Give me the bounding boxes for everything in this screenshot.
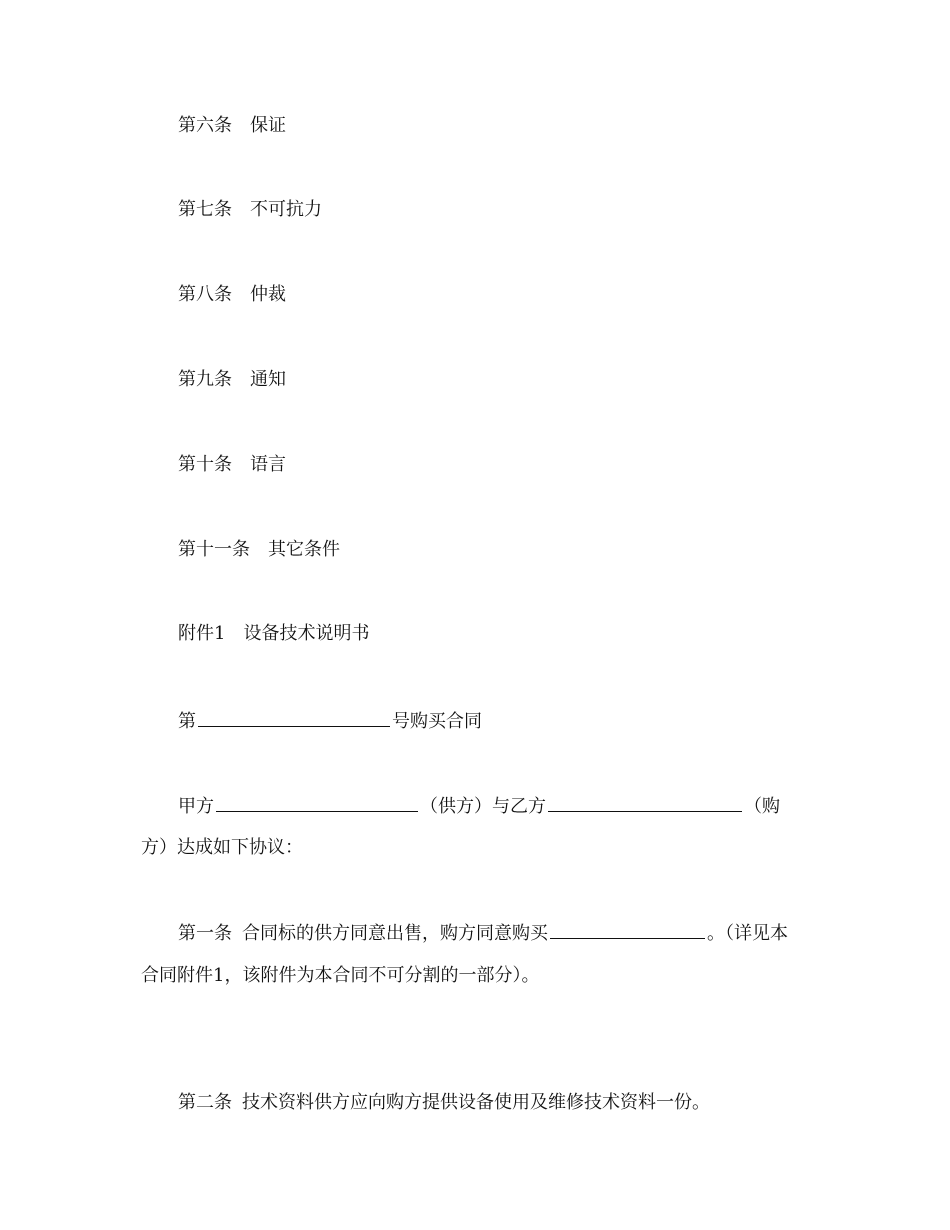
article-number: 第十一条 bbox=[178, 539, 250, 560]
clause-text: 。（详见本 bbox=[707, 923, 788, 944]
article-10 bbox=[178, 453, 286, 477]
parties-line-1 bbox=[178, 792, 780, 819]
article-7 bbox=[178, 198, 322, 222]
article-title: 语言 bbox=[250, 454, 286, 475]
article-11 bbox=[178, 538, 340, 562]
article-number: 第八条 bbox=[178, 284, 232, 305]
clause-1-line-2 bbox=[141, 964, 539, 988]
article-title: 不可抗力 bbox=[250, 199, 322, 220]
article-6 bbox=[178, 114, 286, 138]
clause-number: 第一条 bbox=[178, 923, 232, 944]
article-title: 其它条件 bbox=[268, 539, 340, 560]
clause-1-line-1 bbox=[178, 919, 788, 946]
clause-2 bbox=[178, 1091, 710, 1115]
article-number: 第七条 bbox=[178, 199, 232, 220]
clause-text: 技术资料供方应向购方提供设备使用及维修技术资料一份。 bbox=[242, 1092, 710, 1113]
clause-text: 合同标的供方同意出售，购方同意购买 bbox=[242, 923, 548, 944]
clause-text: 合同附件1，该附件为本合同不可分割的一部分）。 bbox=[141, 965, 540, 986]
article-number: 第十条 bbox=[178, 454, 232, 475]
party-a-label: 甲方 bbox=[178, 796, 214, 817]
article-number: 第九条 bbox=[178, 369, 232, 390]
clause-number: 第二条 bbox=[178, 1092, 232, 1113]
buyer-tag-end: 方）达成如下协议： bbox=[141, 837, 303, 858]
appendix-1 bbox=[178, 622, 369, 646]
party-b-blank[interactable] bbox=[548, 792, 742, 812]
buyer-tag-start: （购 bbox=[744, 796, 780, 817]
contract-number-prefix: 第 bbox=[178, 711, 196, 732]
parties-line-2 bbox=[141, 836, 303, 860]
appendix-title: 设备技术说明书 bbox=[243, 623, 370, 644]
article-number: 第六条 bbox=[178, 115, 232, 136]
supplier-tag: （供方）与乙方 bbox=[420, 796, 546, 817]
appendix-number: 附件1 bbox=[178, 623, 226, 644]
article-9 bbox=[178, 368, 286, 392]
contract-number-blank[interactable] bbox=[198, 707, 390, 727]
purchase-item-blank[interactable] bbox=[550, 919, 705, 939]
party-a-blank[interactable] bbox=[216, 792, 418, 812]
article-8 bbox=[178, 283, 286, 307]
article-title: 仲裁 bbox=[250, 284, 286, 305]
contract-number-suffix: 号购买合同 bbox=[392, 711, 482, 732]
contract-number-line bbox=[178, 707, 482, 734]
article-title: 保证 bbox=[250, 115, 286, 136]
article-title: 通知 bbox=[250, 369, 286, 390]
